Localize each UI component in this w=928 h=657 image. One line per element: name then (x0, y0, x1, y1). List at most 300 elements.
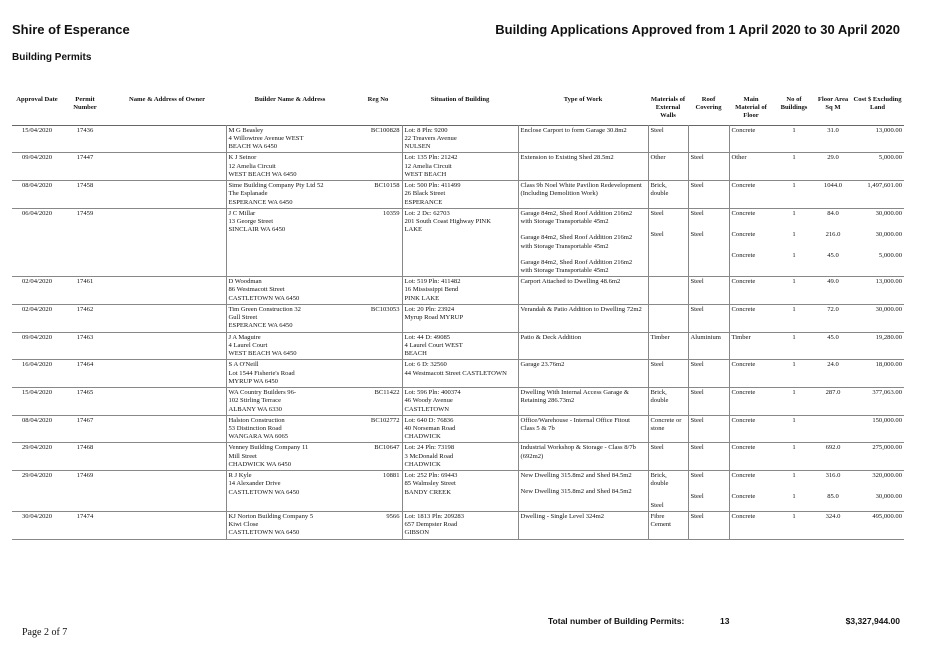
cell-builder-line: CHADWICK WA 6450 (228, 460, 292, 468)
cell-owner (108, 415, 226, 443)
cell-floor-area-line: 72.0 (827, 305, 839, 313)
cell-reg-no (354, 277, 402, 305)
cell-no-of-buildings (773, 153, 815, 181)
cell-external-walls-line: Brick, double (650, 389, 669, 405)
table-header-row (12, 94, 904, 125)
cell-floor-material-line: Concrete (731, 416, 756, 424)
cell-floor-area-line: 85.0 (827, 493, 839, 501)
cell-floor-area (815, 208, 851, 276)
cell-roof-covering-line: Steel (690, 209, 704, 217)
cell-roof-covering (688, 388, 729, 416)
cell-type-of-work-line: Enclose Carport to form Garage 30.8m2 (520, 126, 627, 134)
cell-builder-line: 4 Willowtree Avenue WEST (228, 134, 304, 142)
table-row (12, 153, 904, 181)
cell-cost (851, 208, 904, 276)
cell-situation-line: 4 Laurel Court WEST (404, 341, 463, 349)
cell-floor-material-line: Concrete (731, 126, 756, 134)
cell-builder-line: Halston Construction (228, 416, 285, 424)
cell-builder (226, 443, 354, 471)
cell-owner (108, 511, 226, 539)
col-permit-number: Permit Number (73, 96, 97, 112)
cell-builder-line: CASTLETOWN WA 6450 (228, 529, 300, 537)
cell-situation-line: Lot: 252 Pln: 69443 (404, 472, 458, 480)
cell-situation-line: PINK LAKE (404, 294, 440, 302)
cell-owner (108, 153, 226, 181)
cell-external-walls (648, 304, 688, 332)
cell-situation-line: 40 Norseman Road (404, 424, 456, 432)
cell-situation-line: 22 Treavers Avenue (404, 134, 457, 142)
cell-situation-line: Myrup Road MYRUP (404, 314, 464, 322)
cell-situation-line: NULSEN (404, 143, 431, 151)
cell-builder-line: 53 Distinction Road (228, 424, 282, 432)
cell-cost-line: 1,497,601.00 (867, 182, 902, 190)
cell-floor-material (729, 471, 773, 512)
cell-builder-line: Lot 1544 Fisherie's Road (228, 369, 295, 377)
cell-builder (226, 304, 354, 332)
cell-roof-covering (688, 415, 729, 443)
cell-reg-no (354, 153, 402, 181)
cell-cost (851, 388, 904, 416)
cell-floor-area-line: 316.0 (825, 472, 841, 480)
total-label: Total number of Building Permits: (548, 616, 685, 626)
cell-type-of-work (518, 511, 648, 539)
cell-floor-material-line: Concrete (731, 389, 756, 397)
cell-reg-no: BC102772 (370, 416, 400, 424)
cell-builder-line: 13 George Street (228, 218, 274, 226)
table-row (12, 443, 904, 471)
cell-floor-area-line: 49.0 (827, 278, 839, 286)
cell-floor-area-line: 29.0 (827, 154, 839, 162)
cell-owner (108, 332, 226, 360)
table-row (12, 360, 904, 388)
cell-builder-line: The Esplanade (228, 190, 268, 198)
cell-type-of-work (518, 277, 648, 305)
cell-type-of-work (518, 360, 648, 388)
cell-builder-line: KJ Norton Building Company 5 (228, 512, 314, 520)
cell-cost-line: 377,063.00 (872, 389, 902, 397)
shire-title: Shire of Esperance (12, 22, 130, 37)
cell-situation-line: Lot: 640 D: 76836 (404, 416, 454, 424)
cell-floor-material-line: Concrete (731, 252, 756, 260)
cell-permit-number: 17467 (76, 416, 94, 424)
cell-type-of-work (518, 208, 648, 276)
cell-type-of-work (518, 388, 648, 416)
cell-situation (402, 125, 518, 153)
cell-reg-no: BC11422 (374, 389, 400, 397)
cell-external-walls-line: Other (650, 154, 666, 162)
cell-type-of-work-line: Dwelling With Internal Access Garage & Retaining 286.73m2 (520, 389, 630, 405)
cell-cost (851, 443, 904, 471)
cell-situation (402, 360, 518, 388)
cell-roof-covering (688, 208, 729, 276)
cell-owner (108, 443, 226, 471)
cell-type-of-work (518, 332, 648, 360)
cell-permit-number: 17465 (76, 389, 94, 397)
cell-floor-material-line: Concrete (731, 472, 756, 480)
cell-cost (851, 277, 904, 305)
cell-cost-line: 495,000.00 (872, 512, 902, 520)
table-row (12, 415, 904, 443)
cell-roof-covering-line: Aluminium (690, 333, 721, 341)
cell-no-of-buildings-line: 1 (792, 126, 796, 134)
cell-approval-date: 08/04/2020 (21, 416, 53, 424)
cell-reg-no (354, 332, 402, 360)
cell-no-of-buildings (773, 277, 815, 305)
cell-situation-line: BANDY CREEK (404, 488, 451, 496)
cell-no-of-buildings-line: 1 (792, 209, 796, 217)
cell-builder-line: Mill Street (228, 452, 257, 460)
cell-builder-line: M G Beasley (228, 126, 264, 134)
cell-builder-line: MYRUP WA 6450 (228, 377, 278, 385)
cell-builder-line: K J Seinor (228, 154, 257, 162)
cell-cost-line: 30,000.00 (875, 305, 902, 313)
col-floor-area: Floor Area Sq M (817, 96, 849, 112)
cell-floor-material-line: Concrete (731, 512, 756, 520)
cell-situation-line: 3 McDonald Road (404, 452, 454, 460)
cell-situation-line: 16 Mississippi Bend (404, 286, 459, 294)
cell-situation-line: Lot: 519 Pln: 411482 (404, 278, 461, 286)
cell-situation-line: 85 Walmsley Street (404, 480, 456, 488)
cell-no-of-buildings-line: 1 (792, 472, 796, 480)
cell-no-of-buildings-line: 1 (792, 444, 796, 452)
cell-floor-area (815, 304, 851, 332)
cell-external-walls (648, 471, 688, 512)
cell-situation-line: Lot: 44 D: 49085 (404, 333, 451, 341)
cell-situation-line: CHADWICK (404, 460, 441, 468)
cell-no-of-buildings-line: 1 (792, 389, 796, 397)
table-row (12, 471, 904, 512)
cell-situation-line: LAKE (404, 226, 423, 234)
cell-floor-area (815, 443, 851, 471)
cell-external-walls-line: Steel (650, 361, 664, 369)
cell-cost-line: 5,000.00 (878, 252, 902, 260)
cell-no-of-buildings (773, 125, 815, 153)
cell-situation (402, 388, 518, 416)
cell-situation-line: ESPERANCE (404, 198, 443, 206)
cell-owner (108, 277, 226, 305)
cell-floor-area (815, 332, 851, 360)
cell-type-of-work-line: Garage 23.76m2 (520, 361, 565, 369)
cell-roof-covering (688, 443, 729, 471)
cell-cost (851, 153, 904, 181)
cell-builder-line: 4 Laurel Court (228, 341, 268, 349)
cell-cost-line: 13,000.00 (875, 126, 902, 134)
cell-type-of-work-line: Extension to Existing Shed 28.5m2 (520, 154, 614, 162)
cell-cost-line: 30,000.00 (875, 209, 902, 217)
cell-no-of-buildings-line: 1 (792, 512, 796, 520)
cell-type-of-work (518, 443, 648, 471)
cell-type-of-work-line: Garage 84m2, Shed Roof Addition 216m2 with Storage Transportable 45m2 (520, 258, 633, 274)
cell-situation (402, 511, 518, 539)
cell-external-walls-line: Steel (650, 231, 664, 239)
cell-situation-line: CASTLETOWN (404, 405, 450, 413)
report-title: Building Applications Approved from 1 April 2020 to 30 April 2020 (495, 22, 900, 37)
cell-floor-area (815, 471, 851, 512)
total-cost: $3,327,944.00 (845, 616, 900, 626)
cell-external-walls (648, 443, 688, 471)
cell-no-of-buildings (773, 332, 815, 360)
cell-external-walls (648, 388, 688, 416)
cell-roof-covering-line: Steel (690, 493, 704, 501)
cell-external-walls-line: Steel (650, 501, 664, 509)
cell-no-of-buildings (773, 181, 815, 209)
cell-cost-line: 13,000.00 (875, 278, 902, 286)
cell-external-walls-line: Steel (650, 209, 664, 217)
table-row (12, 181, 904, 209)
cell-external-walls (648, 415, 688, 443)
table-row (12, 388, 904, 416)
cell-situation (402, 332, 518, 360)
cell-roof-covering-line: Steel (690, 182, 704, 190)
cell-type-of-work-line: Class 9b Noel White Pavilion Redevelopment (Including Demolition Work) (520, 182, 642, 198)
table-row (12, 304, 904, 332)
cell-permit-number: 17461 (76, 278, 94, 286)
cell-floor-material (729, 125, 773, 153)
cell-builder-line: 14 Alexander Drive (228, 480, 281, 488)
cell-reg-no: BC103053 (370, 305, 400, 313)
cell-cost-line: 5,000.00 (878, 154, 902, 162)
cell-no-of-buildings-line: 1 (792, 416, 796, 424)
cell-no-of-buildings-line: 1 (792, 333, 796, 341)
page-number: Page 2 of 7 (22, 627, 68, 638)
col-owner: Name & Address of Owner (128, 96, 206, 103)
cell-external-walls (648, 332, 688, 360)
cell-floor-area-line: 31.0 (827, 126, 839, 134)
cell-builder-line: Venney Building Company 11 (228, 444, 309, 452)
cell-roof-covering (688, 360, 729, 388)
col-external-walls: Materials of External Walls (650, 96, 686, 120)
col-builder: Builder Name & Address (254, 96, 326, 103)
cell-cost-line: 320,000.00 (872, 472, 902, 480)
cell-builder (226, 360, 354, 388)
cell-cost (851, 471, 904, 512)
table-row (12, 208, 904, 276)
cell-situation-line: Lot: 1813 Pln: 209283 (404, 512, 465, 520)
cell-external-walls-line: Timber (650, 333, 670, 341)
cell-situation-line: WEST BEACH (404, 170, 447, 178)
cell-approval-date: 15/04/2020 (21, 126, 53, 134)
cell-permit-number: 17474 (76, 512, 94, 520)
col-situation: Situation of Building (430, 96, 490, 103)
cell-external-walls (648, 511, 688, 539)
col-reg-no: Reg No (367, 96, 389, 103)
cell-roof-covering (688, 304, 729, 332)
cell-builder-line: ALBANY WA 6330 (228, 405, 282, 413)
cell-floor-material (729, 277, 773, 305)
cell-builder-line: 86 Westmacott Street (228, 286, 285, 294)
cell-no-of-buildings (773, 415, 815, 443)
cell-type-of-work (518, 181, 648, 209)
cell-situation (402, 277, 518, 305)
cell-floor-material-line: Concrete (731, 209, 756, 217)
cell-no-of-buildings-line: 1 (792, 361, 796, 369)
cell-external-walls (648, 208, 688, 276)
cell-permit-number: 17436 (76, 126, 94, 134)
permits-table (12, 94, 904, 540)
table-row (12, 125, 904, 153)
cell-cost-line: 18,000.00 (875, 361, 902, 369)
cell-builder (226, 125, 354, 153)
cell-external-walls-line: Brick, double (650, 182, 669, 198)
cell-cost (851, 360, 904, 388)
cell-roof-covering (688, 471, 729, 512)
total-count: 13 (720, 616, 730, 626)
cell-floor-material-line: Concrete (731, 278, 756, 286)
cell-no-of-buildings-line: 1 (792, 252, 796, 260)
cell-situation-line: Lot: 2 Dc: 62703 (404, 209, 450, 217)
cell-floor-material (729, 415, 773, 443)
cell-builder-line: D Woodman (228, 278, 262, 286)
cell-no-of-buildings-line: 1 (792, 305, 796, 313)
cell-type-of-work-line: Office/Warehouse - Internal Office Fitout Class 5 & 7b (520, 416, 630, 432)
cell-situation (402, 443, 518, 471)
cell-permit-number: 17459 (76, 209, 94, 217)
cell-floor-material (729, 208, 773, 276)
cell-no-of-buildings-line: 1 (792, 182, 796, 190)
cell-roof-covering-line: Steel (690, 444, 704, 452)
cell-situation-line: 26 Black Street (404, 190, 446, 198)
col-approval-date: Approval Date (16, 96, 58, 103)
cell-roof-covering (688, 153, 729, 181)
cell-no-of-buildings-line: 1 (792, 154, 796, 162)
cell-builder-line: S A O'Neill (228, 361, 259, 369)
cell-external-walls-line: Fibre Cement (650, 512, 672, 529)
cell-builder (226, 181, 354, 209)
cell-situation-line: 657 Dempster Road (404, 521, 458, 529)
cell-floor-material-line: Concrete (731, 231, 756, 239)
cell-situation-line: CHADWICK (404, 433, 441, 441)
cell-type-of-work-line: Garage 84m2, Shed Roof Addition 216m2 with Storage Transportable 45m2 (520, 234, 633, 250)
cell-roof-covering (688, 332, 729, 360)
cell-roof-covering (688, 125, 729, 153)
cell-type-of-work (518, 415, 648, 443)
cell-no-of-buildings-line: 1 (792, 231, 796, 239)
cell-approval-date: 16/04/2020 (21, 361, 53, 369)
cell-cost (851, 125, 904, 153)
col-roof-covering: Roof Covering (695, 96, 722, 112)
cell-cost-line: 275,000.00 (872, 444, 902, 452)
cell-floor-area (815, 388, 851, 416)
cell-roof-covering-line: Steel (690, 416, 704, 424)
cell-roof-covering (688, 511, 729, 539)
cell-builder-line: WANGARA WA 6065 (228, 433, 289, 441)
cell-no-of-buildings (773, 360, 815, 388)
table-row (12, 511, 904, 539)
cell-floor-material (729, 360, 773, 388)
cell-builder (226, 471, 354, 512)
cell-roof-covering (688, 277, 729, 305)
cell-type-of-work-line: Carport Attached to Dwelling 48.6m2 (520, 278, 621, 286)
cell-floor-area-line: 1044.0 (823, 182, 843, 190)
cell-owner (108, 208, 226, 276)
cell-floor-area (815, 415, 851, 443)
cell-floor-material-line: Concrete (731, 305, 756, 313)
col-cost: Cost $ Excluding Land (853, 96, 902, 112)
cell-reg-no: 10881 (383, 472, 400, 480)
cell-builder-line: 102 Stirling Terrace (228, 397, 282, 405)
cell-approval-date: 15/04/2020 (21, 389, 53, 397)
cell-type-of-work (518, 125, 648, 153)
cell-builder-line: Sime Building Company Pty Ltd 52 (228, 182, 324, 190)
section-subtitle: Building Permits (12, 52, 92, 63)
table-body (12, 125, 904, 539)
cell-approval-date: 29/04/2020 (21, 472, 53, 480)
cell-permit-number: 17462 (76, 305, 94, 313)
cell-cost-line: 19,280.00 (875, 333, 902, 341)
cell-floor-area (815, 511, 851, 539)
cell-builder-line: 12 Amelia Circuit (228, 162, 276, 170)
cell-builder (226, 332, 354, 360)
cell-builder-line: J A Maguire (228, 333, 261, 341)
cell-external-walls (648, 181, 688, 209)
cell-type-of-work (518, 304, 648, 332)
cell-floor-area (815, 153, 851, 181)
cell-situation-line: Lot: 6 D: 32560 (404, 361, 447, 369)
cell-owner (108, 388, 226, 416)
cell-builder-line: Kiwi Close (228, 521, 259, 529)
cell-roof-covering-line: Steel (690, 389, 704, 397)
cell-reg-no: BC100828 (370, 126, 400, 134)
cell-situation-line: 46 Woody Avenue (404, 397, 453, 405)
cell-approval-date: 09/04/2020 (21, 333, 53, 341)
cell-type-of-work-line: Dwelling - Single Level 324m2 (520, 512, 605, 520)
cell-approval-date: 08/04/2020 (21, 182, 53, 190)
cell-type-of-work-line: Garage 84m2, Shed Roof Addition 216m2 with Storage Transportable 45m2 (520, 209, 633, 226)
cell-external-walls (648, 125, 688, 153)
cell-reg-no: 10359 (383, 209, 400, 217)
cell-cost (851, 181, 904, 209)
cell-builder-line: J C Millar (228, 209, 256, 217)
cell-builder-line: WEST BEACH WA 6450 (228, 350, 297, 358)
col-floor-material: Main Material of Floor (735, 96, 767, 120)
cell-builder-line: ESPERANCE WA 6450 (228, 322, 293, 330)
cell-permit-number: 17458 (76, 182, 94, 190)
cell-roof-covering-line: Steel (690, 231, 704, 239)
cell-situation-line: 201 South Coast Highway PINK (404, 218, 491, 226)
cell-situation-line: BEACH (404, 350, 427, 358)
cell-no-of-buildings (773, 443, 815, 471)
cell-type-of-work-line: Industrial Workshop & Storage - Class 8/7b (692m2) (520, 444, 636, 460)
cell-situation-line: Lot: 24 Pln: 73198 (404, 444, 455, 452)
cell-approval-date: 30/04/2020 (21, 512, 53, 520)
cell-builder-line: R J Kyle (228, 472, 252, 480)
cell-no-of-buildings (773, 208, 815, 276)
cell-permit-number: 17463 (76, 333, 94, 341)
cell-situation (402, 208, 518, 276)
cell-owner (108, 471, 226, 512)
cell-floor-area (815, 125, 851, 153)
cell-cost-line: 150,000.00 (872, 416, 902, 424)
cell-approval-date: 02/04/2020 (21, 305, 53, 313)
cell-situation-line: Lot: 8 Pln: 9200 (404, 126, 448, 134)
cell-situation-line: 44 Westmacott Street CASTLETOWN (404, 369, 507, 377)
cell-external-walls-line: Steel (650, 126, 664, 134)
cell-situation (402, 153, 518, 181)
cell-floor-material-line: Concrete (731, 182, 756, 190)
cell-floor-material (729, 443, 773, 471)
cell-cost-line: 30,000.00 (875, 493, 902, 501)
cell-floor-area (815, 181, 851, 209)
cell-builder-line: Tim Green Construction 32 (228, 305, 301, 313)
cell-floor-material (729, 511, 773, 539)
cell-owner (108, 360, 226, 388)
cell-approval-date: 29/04/2020 (21, 444, 53, 452)
cell-external-walls (648, 360, 688, 388)
cell-builder-line: WEST BEACH WA 6450 (228, 170, 297, 178)
cell-approval-date: 06/04/2020 (21, 209, 53, 217)
cell-builder (226, 277, 354, 305)
cell-floor-area-line: 45.0 (827, 333, 839, 341)
